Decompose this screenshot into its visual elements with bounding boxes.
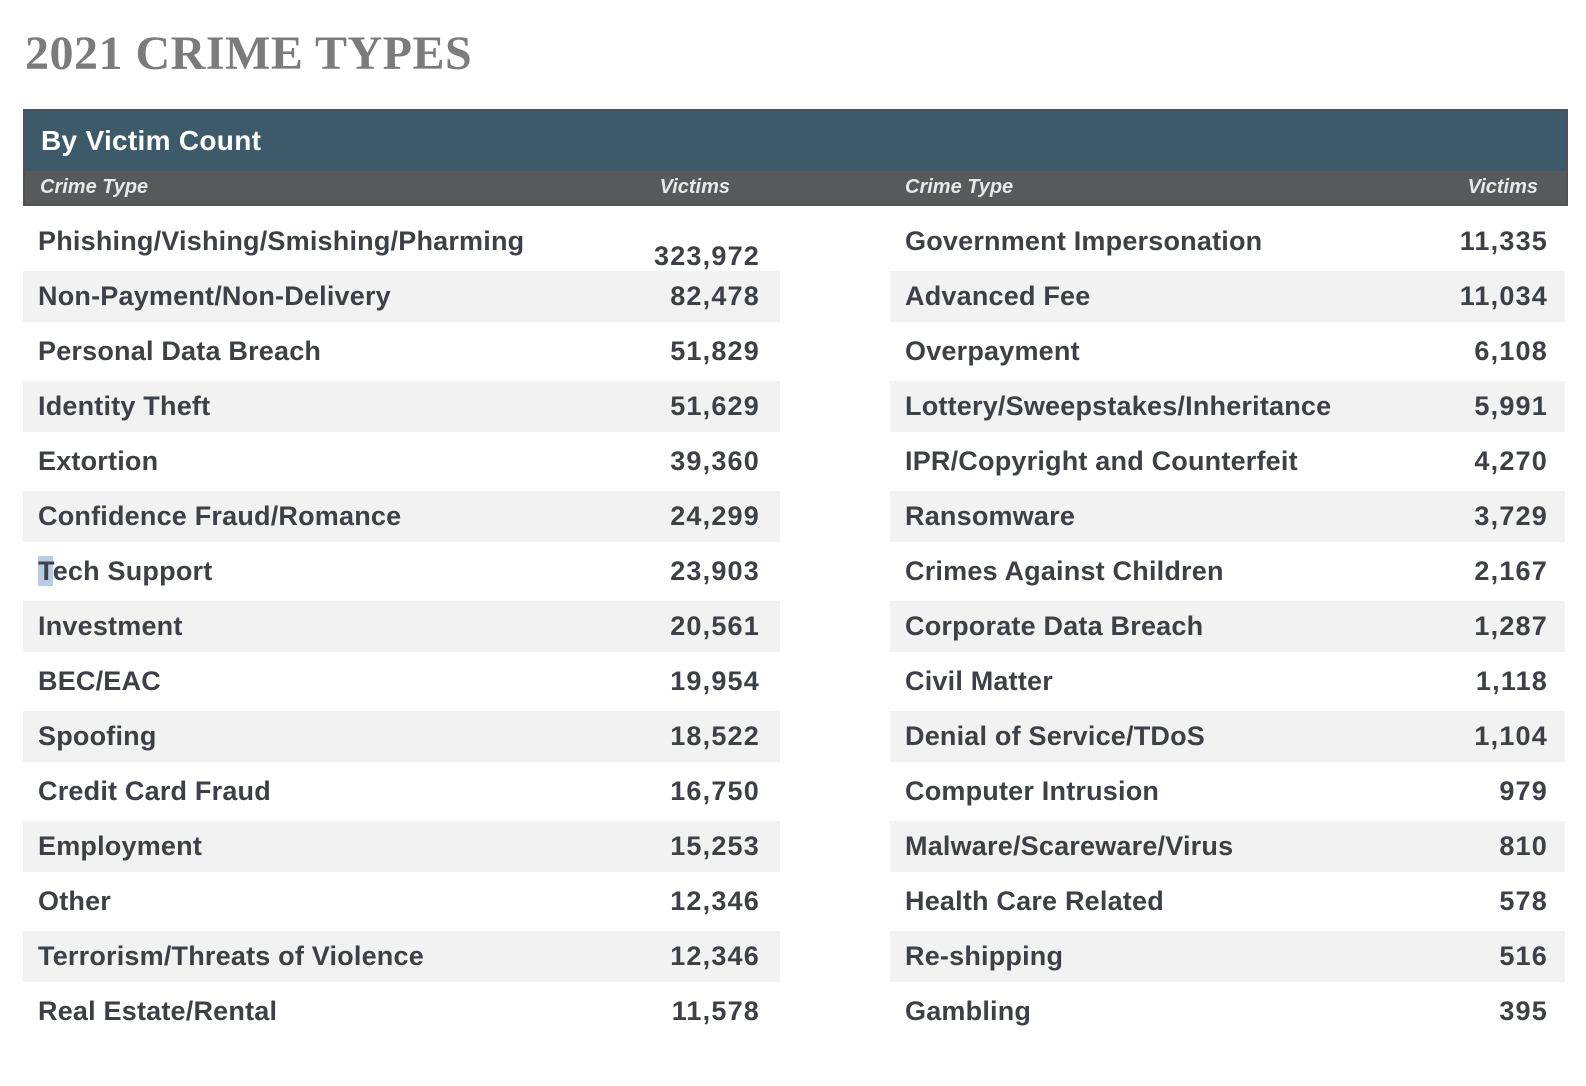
table-row — [890, 434, 1565, 489]
crime-type-cell: Government Impersonation — [905, 226, 1263, 256]
crime-type-cell: IPR/Copyright and Counterfeit — [905, 446, 1298, 476]
crime-type-cell: Crimes Against Children — [905, 556, 1224, 586]
victims-cell: 2,167 — [1474, 556, 1548, 586]
crime-type-cell: Denial of Service/TDoS — [905, 721, 1205, 751]
victims-cell: 11,335 — [1459, 226, 1548, 256]
victims-cell: 20,561 — [670, 611, 760, 641]
table-row — [890, 544, 1565, 599]
crime-type-cell: Identity Theft — [38, 391, 211, 421]
victims-cell: 12,346 — [670, 886, 760, 916]
crime-type-cell: Real Estate/Rental — [38, 996, 278, 1026]
table-row — [890, 324, 1565, 379]
table-row — [23, 654, 780, 709]
victims-cell: 24,299 — [670, 501, 760, 531]
left-column-rows — [23, 214, 780, 1039]
victims-cell: 1,118 — [1475, 666, 1548, 696]
victims-cell: 516 — [1499, 941, 1548, 971]
victims-cell: 11,034 — [1459, 281, 1548, 311]
crime-type-cell: Investment — [38, 611, 183, 641]
crime-type-cell: Employment — [38, 831, 203, 861]
victims-cell: 323,972 — [654, 241, 760, 271]
victims-cell: 3,729 — [1474, 501, 1548, 531]
crime-type-cell: Computer Intrusion — [905, 776, 1160, 806]
crime-type-cell: BEC/EAC — [38, 666, 161, 696]
crime-type-cell: Personal Data Breach — [38, 336, 322, 366]
table-row — [890, 984, 1565, 1039]
victims-cell: 51,829 — [670, 336, 760, 366]
victims-cell: 16,750 — [670, 776, 760, 806]
table-row — [23, 434, 780, 489]
crime-type-cell: Credit Card Fraud — [38, 776, 271, 806]
victims-cell: 82,478 — [670, 281, 760, 311]
crime-type-cell: Phishing/Vishing/Smishing/Pharming — [38, 226, 525, 256]
column-headers-left — [25, 171, 780, 204]
table-header-block — [23, 109, 1568, 206]
crime-type-cell: Gambling — [905, 996, 1032, 1026]
victims-cell: 15,253 — [670, 831, 760, 861]
table-body — [23, 214, 1568, 1039]
table-row — [890, 929, 1565, 984]
crime-type-cell: Re-shipping — [905, 941, 1064, 971]
crime-type-cell: Ransomware — [905, 501, 1076, 531]
table-title-bar — [25, 111, 1566, 171]
victims-cell: 19,954 — [670, 666, 760, 696]
table-row — [890, 654, 1565, 709]
table-row — [890, 379, 1565, 434]
table-row — [23, 214, 780, 269]
right-column-rows — [890, 214, 1565, 1039]
victims-cell: 1,287 — [1474, 611, 1548, 641]
table-row — [23, 489, 780, 544]
victims-cell: 18,522 — [670, 721, 760, 751]
crime-type-column-header: Crime Type — [905, 176, 1014, 198]
table-title: By Victim Count — [41, 125, 262, 156]
victims-column-header: Victims — [1467, 176, 1538, 198]
victims-cell: 810 — [1499, 831, 1548, 861]
crime-type-cell: Extortion — [38, 446, 159, 476]
crime-type-cell: Overpayment — [905, 336, 1080, 366]
table-row — [23, 929, 780, 984]
table-row — [890, 269, 1565, 324]
crime-type-cell: Tech Support — [38, 556, 213, 586]
victims-cell: 578 — [1499, 886, 1548, 916]
selected-text: T — [38, 556, 53, 586]
table-row — [23, 599, 780, 654]
column-header-row — [25, 171, 1566, 204]
victims-cell: 1,104 — [1474, 721, 1548, 751]
victims-cell: 395 — [1499, 996, 1548, 1026]
victims-cell: 39,360 — [670, 446, 760, 476]
column-headers-right — [890, 171, 1566, 204]
crime-type-cell: Non-Payment/Non-Delivery — [38, 281, 391, 311]
table-row — [890, 599, 1565, 654]
column-gap — [780, 171, 890, 204]
crime-type-cell: Advanced Fee — [905, 281, 1091, 311]
victims-cell: 4,270 — [1474, 446, 1548, 476]
table-row — [23, 709, 780, 764]
page-title: 2021 CRIME TYPES — [25, 27, 473, 80]
crime-type-cell: Civil Matter — [905, 666, 1053, 696]
victims-column-header: Victims — [659, 176, 730, 198]
table-row — [890, 709, 1565, 764]
table-row — [890, 874, 1565, 929]
victims-cell: 11,578 — [671, 996, 760, 1026]
table-row — [890, 214, 1565, 269]
table-row — [890, 819, 1565, 874]
table-row — [23, 984, 780, 1039]
crime-types-table — [23, 109, 1568, 1039]
victims-cell: 23,903 — [670, 556, 760, 586]
table-row — [890, 489, 1565, 544]
crime-type-cell: Terrorism/Threats of Violence — [38, 941, 424, 971]
table-row — [23, 819, 780, 874]
crime-type-cell: Spoofing — [38, 721, 157, 751]
crime-type-cell: Lottery/Sweepstakes/Inheritance — [905, 391, 1332, 421]
victims-cell: 12,346 — [670, 941, 760, 971]
table-row — [23, 324, 780, 379]
crime-type-cell: Health Care Related — [905, 886, 1164, 916]
crime-type-cell: Malware/Scareware/Virus — [905, 831, 1234, 861]
table-row — [23, 544, 780, 599]
table-row — [23, 874, 780, 929]
table-row — [23, 379, 780, 434]
victims-cell: 979 — [1499, 776, 1548, 806]
victims-cell: 51,629 — [670, 391, 760, 421]
victims-cell: 6,108 — [1474, 336, 1548, 366]
table-row — [890, 764, 1565, 819]
crime-type-cell: Other — [38, 886, 112, 916]
table-row — [23, 764, 780, 819]
victims-cell: 5,991 — [1474, 391, 1548, 421]
crime-type-cell: Confidence Fraud/Romance — [38, 501, 402, 531]
crime-type-cell: Corporate Data Breach — [905, 611, 1204, 641]
crime-type-column-header: Crime Type — [40, 176, 149, 198]
table-row — [23, 269, 780, 324]
